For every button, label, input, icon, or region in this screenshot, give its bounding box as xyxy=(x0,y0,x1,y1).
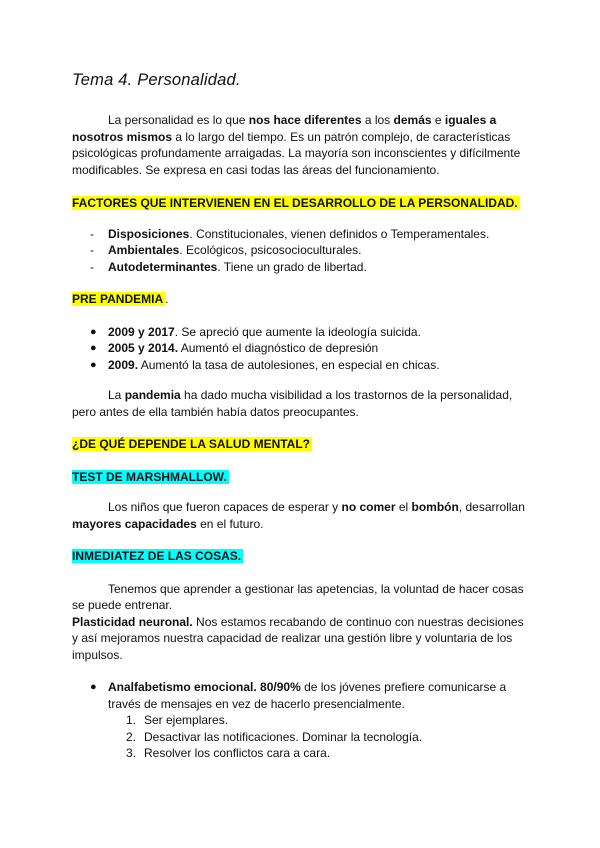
salud-heading: ¿DE QUÉ DEPENDE LA SALUD MENTAL? xyxy=(72,437,311,451)
prepandemia-list xyxy=(72,324,532,374)
factores-heading: FACTORES QUE INTERVIENEN EN EL DESARROLLO DE LA PERSONALIDAD. xyxy=(72,196,518,210)
list-item: ● Analfabetismo emocional. 80/90% de los jóvenes prefiere comunicarse a través de mensajes en vez de hacerlo presencialmente. xyxy=(90,680,507,711)
list-item: - Autodeterminantes. Tiene un grado de libertad. xyxy=(90,259,367,274)
pandemia-paragraph: La pandemia ha dado mucha visibilidad a los trastornos de la personalidad, pero antes de ella también había datos preocupantes. xyxy=(72,388,513,419)
marshmallow-heading: TEST DE MARSHMALLOW. xyxy=(72,469,227,484)
factores-list xyxy=(72,226,532,276)
list-item: - Ambientales. Ecológicos, psicosocioculturales. xyxy=(90,243,362,257)
list-item: - Disposiciones. Constitucionales, vienen definidos o Temperamentales. xyxy=(90,226,490,241)
document-page xyxy=(72,70,532,762)
list-item: 1. Ser ejemplares. xyxy=(126,713,229,727)
numbered-list xyxy=(72,712,532,762)
inmediatez-heading: INMEDIATEZ DE LAS COSAS. xyxy=(72,549,242,563)
list-item: ● 2009. Aumentó la tasa de autolesiones, en especial en chicas. xyxy=(90,357,440,372)
marshmallow-paragraph: Los niños que fueron capaces de esperar y no comer el bombón, desarrollan mayores capacidades en el futuro. xyxy=(72,500,525,531)
list-item: 2. Desactivar las notificaciones. Dominar la tecnología. xyxy=(126,729,423,744)
list-item: ● 2009 y 2017. Se apreció que aumente la ideología suicida. xyxy=(90,324,421,339)
analfabetismo-list xyxy=(72,679,532,712)
list-item: ● 2005 y 2014. Aumentó el diagnóstico de depresión xyxy=(90,341,379,355)
inmediatez-paragraph: Tenemos que aprender a gestionar las apetencias, la voluntad de hacer cosas se puede entrenar. xyxy=(72,581,524,612)
intro-paragraph: La personalidad es lo que nos hace diferentes a los demás e iguales a nosotros mismos a lo largo del tiempo. Es un patrón complejo, de características psicológicas profundamente arraigadas. La mayoría son inconscientes y difícilmente modificables. Se expresa en casi todas las áreas del funcionamiento. xyxy=(72,113,521,177)
page-title: Tema 4. Personalidad. xyxy=(72,71,241,89)
list-item: 3. Resolver los conflictos cara a cara. xyxy=(126,746,331,760)
plasticidad-paragraph: Plasticidad neuronal. Nos estamos recabando de continuo con nuestras decisiones y así mejoramos nuestra capacidad de realizar una gestión libre y voluntaria de los impulsos. xyxy=(72,614,524,662)
prepandemia-heading: PRE PANDEMIA . xyxy=(72,292,169,306)
